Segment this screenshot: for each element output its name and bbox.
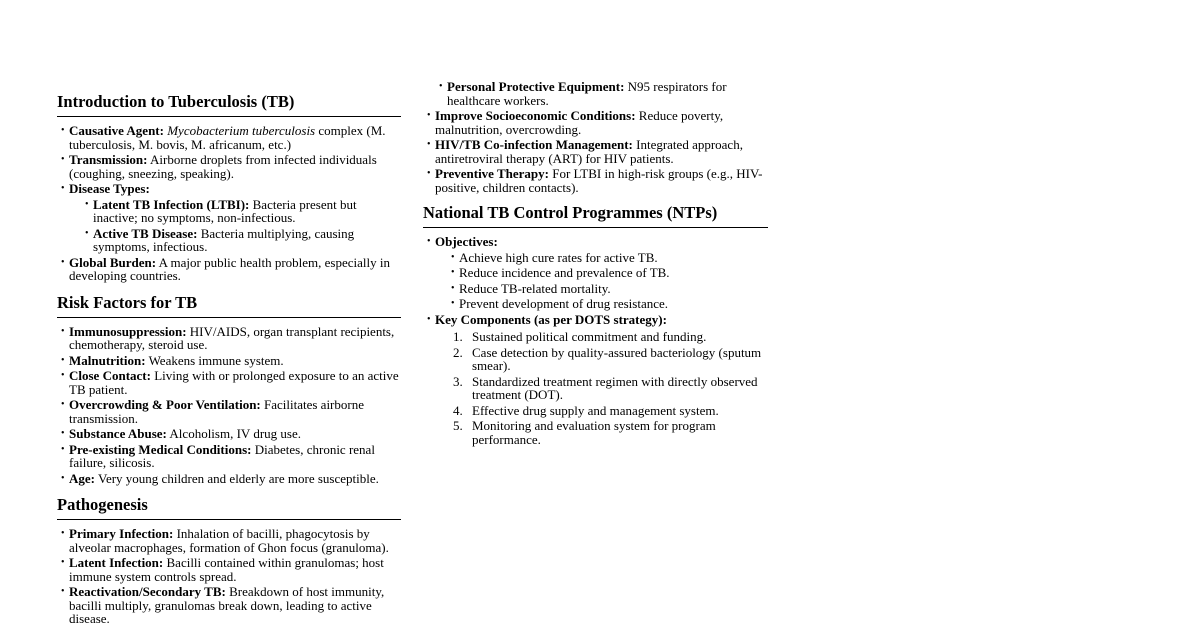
item-text: Bacteria present but inactive; no symptoms, non-infectious. [93,196,357,225]
bullet-icon: • [61,370,65,381]
bullet-icon: • [427,110,431,121]
item-text: Living with or prolonged exposure to an active TB patient. [69,368,399,397]
section-risk-factors [57,294,401,486]
bullet-icon: • [85,227,89,239]
bullet-icon: • [85,198,89,210]
prevention-list [423,80,768,194]
disease-types-sublist [69,198,401,254]
objectives-label: Objectives: [435,234,498,249]
bullet-icon: • [61,586,65,597]
left-column [57,93,401,637]
list-item [57,585,401,626]
bullet-icon: • [61,399,65,410]
item-label: Immunosuppression: [69,323,187,339]
bullet-icon: • [427,139,431,150]
sublist-item [447,297,768,311]
item-text: Effective drug supply and management system. [472,402,719,418]
item-text: Reduce poverty, malnutrition, overcrowding. [435,108,724,137]
item-label: Substance Abuse: [69,426,167,441]
list-item [57,472,401,486]
item-text: Standardized treatment regimen with directly observed treatment (DOT). [472,373,758,402]
list-item [423,313,768,447]
item-number: 1. [453,329,463,344]
section-introduction [57,93,401,283]
item-italic: Mycobacterium tuberculosis [167,123,316,138]
list-item [57,443,401,470]
item-text: Diabetes, chronic renal failure, silicosis. [69,441,375,470]
item-text: Reduce TB-related mortality. [459,280,611,296]
item-label: Improve Socioeconomic Conditions: [435,108,636,123]
item-text: Bacilli contained within granulomas; host immune system controls spread. [69,555,384,584]
section-heading-pathogenesis: Pathogenesis [57,496,401,520]
bullet-icon: • [427,168,431,179]
list-item [423,109,768,136]
item-label: Latent Infection: [69,555,164,570]
item-text: Prevent development of drug resistance. [459,296,669,311]
list-item [423,80,768,107]
objectives-sublist [435,251,768,311]
bullet-icon: • [61,443,65,455]
list-item [423,138,768,165]
list-item [57,124,401,151]
item-text: A major public health problem, especially in developing countries. [69,254,390,283]
list-item [57,398,401,425]
right-column [423,80,768,457]
numbered-item [435,404,768,418]
list-item [57,369,401,396]
item-label: Disease Types: [69,181,150,196]
bullet-icon: • [61,256,65,268]
bullet-icon: • [427,236,431,247]
bullet-icon: • [427,313,431,325]
list-item [57,354,401,368]
pathogenesis-list [57,527,401,626]
sublist-item [81,227,401,254]
item-text: Facilitates airborne transmission. [69,397,364,426]
bullet-icon: • [61,154,65,165]
item-text: Bacteria multiplying, causing symptoms, infectious. [93,225,355,254]
item-label: Personal Protective Equipment: [447,79,625,94]
item-number: 2. [453,344,463,360]
item-text: complex (M. tuberculosis, M. bovis, M. africanum, etc.) [69,123,386,152]
item-label: HIV/TB Co-infection Management: [435,137,633,152]
section-heading-introduction: Introduction to Tuberculosis (TB) [57,93,401,117]
item-label: Malnutrition: [69,352,146,368]
item-label: Close Contact: [69,368,151,383]
sublist-item [447,282,768,296]
numbered-item [435,330,768,344]
bullet-icon: • [61,472,65,484]
item-text: Sustained political commitment and funding. [472,329,707,344]
item-label: Global Burden: [69,254,157,270]
bullet-icon: • [61,125,65,136]
sublist-item [81,198,401,225]
item-text: HIV/AIDS, organ transplant recipients, chemotherapy, steroid use. [69,323,395,352]
numbered-item [435,419,768,446]
item-text: Integrated approach, antiretroviral therapy (ART) for HIV patients. [435,137,743,166]
bullet-icon: • [61,354,65,366]
list-item [57,527,401,554]
item-label: Active TB Disease: [93,225,198,241]
list-item [57,256,401,283]
list-item [423,235,768,311]
item-number: 4. [453,402,463,418]
item-label: Causative Agent: [69,123,164,138]
item-text: Very young children and elderly are more susceptible. [95,470,379,486]
components-label: Key Components (as per DOTS strategy): [435,311,667,327]
bullet-icon: • [451,282,455,294]
item-text: N95 respirators for healthcare workers. [447,79,727,108]
item-label: Preventive Therapy: [435,166,549,181]
item-text: Monitoring and evaluation system for program performance. [472,418,716,447]
numbered-item [435,375,768,402]
list-item [57,427,401,441]
item-text: Inhalation of bacilli, phagocytosis by alveolar macrophages, formation of Ghon focus (granuloma). [69,526,389,555]
bullet-icon: • [61,557,65,568]
item-text: Breakdown of host immunity, bacilli multiply, granulomas break down, leading to active disease. [69,584,385,626]
bullet-icon: • [61,325,65,337]
section-prevention-continued [423,80,768,194]
bullet-icon: • [61,183,65,194]
item-label: Latent TB Infection (LTBI): [93,196,250,212]
sublist-item [447,251,768,265]
item-text: Airborne droplets from infected individuals (coughing, sneezing, speaking). [69,152,377,181]
item-label: Pre-existing Medical Conditions: [69,441,252,457]
components-numbered-list [435,330,768,446]
section-pathogenesis [57,496,401,626]
item-label: Age: [69,470,95,486]
bullet-icon: • [451,251,455,263]
item-text: Weakens immune system. [145,352,284,368]
item-text: Reduce incidence and prevalence of TB. [459,265,670,280]
list-item [57,153,401,180]
bullet-icon: • [451,267,455,278]
item-number: 5. [453,418,463,433]
ntp-list [423,235,768,446]
item-number: 3. [453,373,463,389]
prevention-sublist [423,80,768,107]
section-heading-ntp: National TB Control Programmes (NTPs) [423,204,768,228]
list-item [57,556,401,583]
section-heading-risk-factors: Risk Factors for TB [57,294,401,318]
bullet-icon: • [61,528,65,539]
introduction-list [57,124,401,283]
item-text: Alcoholism, IV drug use. [166,426,301,441]
risk-factors-list [57,325,401,486]
bullet-icon: • [439,81,443,92]
item-text: Achieve high cure rates for active TB. [459,249,658,265]
item-label: Reactivation/Secondary TB: [69,584,226,599]
item-label: Primary Infection: [69,526,174,541]
item-label: Transmission: [69,152,148,167]
bullet-icon: • [451,298,455,309]
section-ntp [423,204,768,446]
list-item [57,325,401,352]
numbered-item [435,346,768,373]
list-item [423,167,768,194]
bullet-icon: • [61,428,65,439]
item-label: Overcrowding & Poor Ventilation: [69,397,261,412]
sublist-item [435,80,768,107]
sublist-item [447,266,768,280]
item-text: Case detection by quality-assured bacteriology (sputum smear). [472,344,762,373]
item-text: For LTBI in high-risk groups (e.g., HIV-positive, children contacts). [435,166,763,195]
list-item [57,182,401,254]
